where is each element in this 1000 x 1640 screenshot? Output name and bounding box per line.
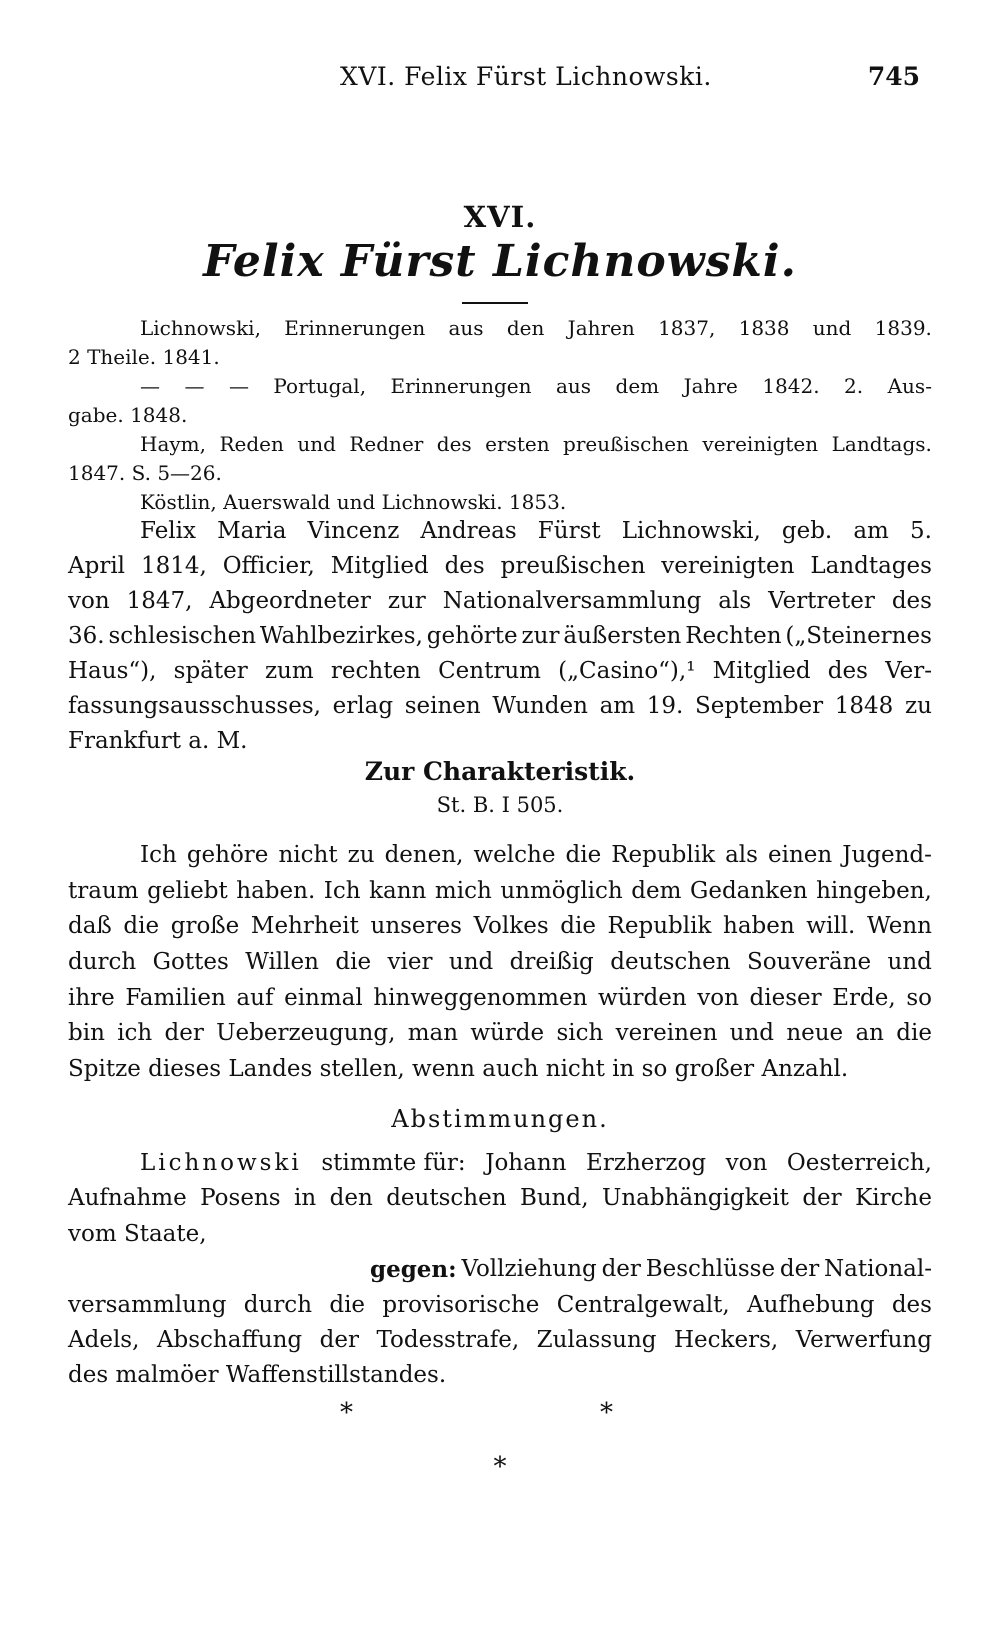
chapter-title: Felix Fürst Lichnowski. [203, 236, 797, 287]
word: an [855, 1020, 884, 1047]
word: gehörte [426, 623, 518, 649]
word: dieser [749, 984, 822, 1011]
word: Ver- [885, 658, 932, 684]
page-number: 745 [867, 62, 920, 91]
word: Wenn [866, 913, 932, 940]
quote [68, 838, 932, 1088]
separator-star-left: * [340, 1398, 353, 1428]
word: geb. [781, 518, 833, 544]
bibliography [68, 314, 932, 517]
word: und [729, 1020, 775, 1047]
word: Erde, [832, 984, 896, 1011]
word: Abschaffung [156, 1326, 303, 1353]
votes-heading: Abstimmungen. [391, 1105, 609, 1133]
word: Posens [200, 1185, 281, 1212]
word: Jahren [567, 316, 635, 340]
word: Jugend- [842, 842, 932, 868]
word: würden [598, 984, 687, 1011]
word: Nationalversammlung [442, 588, 702, 614]
word: Reden [219, 432, 284, 456]
separator-star-right: * [600, 1398, 613, 1428]
word: des [444, 553, 485, 579]
word: Vincenz [307, 518, 400, 544]
votes-for-label: stimmte für: [321, 1150, 466, 1176]
word: Vertreter [768, 588, 875, 614]
word: 2. [844, 374, 864, 398]
word: Volkes [473, 913, 549, 940]
word: von [68, 588, 110, 614]
bib-line [68, 430, 932, 459]
bib-line: gabe. 1848. [68, 403, 188, 427]
word: auf [236, 984, 274, 1011]
word: seinen [404, 693, 481, 719]
word: 19. [646, 693, 684, 719]
word: in [294, 1185, 317, 1212]
word: so [906, 984, 932, 1011]
word: Jahre [683, 374, 738, 398]
word: zur [387, 588, 426, 614]
word: vier [387, 949, 433, 976]
bio-line [68, 584, 932, 619]
biography [68, 514, 932, 759]
word: Centrum [438, 658, 541, 684]
word: die [896, 1020, 932, 1047]
bib-line [68, 314, 932, 343]
word: aus [448, 316, 484, 340]
word: welche [473, 842, 556, 868]
votes-line [68, 1181, 932, 1216]
word: 1838 [738, 316, 790, 340]
word: ihre [68, 984, 115, 1011]
bio-line [68, 689, 932, 724]
word: Maria [217, 518, 287, 544]
word: die [123, 913, 160, 940]
word: schlesischen [108, 623, 257, 649]
title-rule [462, 302, 528, 304]
word: des [827, 658, 868, 684]
word: durch [243, 1291, 313, 1318]
word: die [560, 913, 596, 940]
word: deutschen [610, 949, 731, 976]
word: Officier, [222, 553, 315, 579]
word: man [407, 1020, 459, 1047]
word: Kirche [855, 1185, 932, 1212]
word: Adels, [68, 1326, 140, 1353]
word: die [329, 1291, 366, 1318]
word: vereinigten [661, 553, 795, 579]
word: des [891, 588, 932, 614]
votes-for-line [68, 1146, 932, 1181]
bio-line [68, 514, 932, 549]
word: und [297, 432, 336, 456]
quote-line [68, 838, 932, 874]
word: als [725, 842, 758, 868]
word: provisorische [382, 1291, 540, 1318]
word: („Casino“),¹ [558, 658, 696, 684]
word: Oesterreich, [786, 1150, 932, 1176]
word: Ueberzeugung, [216, 1020, 396, 1047]
word: aus [556, 374, 592, 398]
word: 1814, [140, 553, 207, 579]
word: Haus“), [68, 658, 157, 684]
word: des [436, 432, 472, 456]
word: Erinnerungen [284, 316, 426, 340]
word: gehöre [186, 842, 269, 868]
word: der [802, 1185, 842, 1212]
word: Souveräne [746, 949, 872, 976]
section-separator [0, 1398, 1000, 1428]
word: Felix [140, 518, 196, 544]
word: Mitglied [330, 553, 429, 579]
quote-line [68, 1016, 932, 1052]
quote-line [68, 909, 932, 945]
word: Haym, [140, 432, 206, 456]
quote-line: Spitze dieses Landes stellen, wenn auch nicht in so großer Anzahl. [68, 1056, 849, 1083]
word: rechten [330, 658, 421, 684]
votes-line: vom Staate, [68, 1220, 207, 1247]
word: Erzherzog [586, 1150, 707, 1176]
word: Lichnowski, [140, 316, 261, 340]
word: Landtages [810, 553, 932, 579]
quote-line [68, 981, 932, 1017]
running-head-title: XVI. Felix Fürst Lichnowski. [340, 62, 712, 91]
word: Mitglied [712, 658, 811, 684]
word: von [725, 1150, 768, 1176]
votes-line: des malmöer Waffenstillstandes. [68, 1362, 447, 1389]
word: den [329, 1185, 373, 1212]
word: und [448, 949, 494, 976]
word: am [599, 693, 636, 719]
word: der [319, 1326, 359, 1353]
word: ich [117, 1020, 153, 1047]
word: hinweggenommen [373, 984, 588, 1011]
separator-star-bottom: * [493, 1452, 507, 1482]
bio-line [68, 654, 932, 689]
word: Mehrheit [250, 913, 359, 940]
word: ersten [485, 432, 550, 456]
bio-line [68, 619, 932, 654]
word: Todesstrafe, [376, 1326, 520, 1353]
word: April [68, 553, 126, 579]
quote-line [68, 874, 932, 910]
word: würde [470, 1020, 545, 1047]
word: neue [786, 1020, 844, 1047]
word: unmöglich [500, 877, 623, 904]
word: traum [68, 877, 139, 904]
word: Johann [485, 1150, 567, 1176]
word: („Steinernes [785, 623, 932, 649]
word: Bund, [519, 1185, 589, 1212]
word: dem [631, 877, 682, 904]
word: Aus- [887, 374, 932, 398]
word: will. [806, 913, 856, 940]
votes [68, 1146, 932, 1394]
votes-against-line [68, 1252, 932, 1287]
word: Zulassung [536, 1326, 657, 1353]
word: fassungsausschusses, [68, 693, 321, 719]
word: versammlung [68, 1291, 227, 1318]
word: Lichnowski, [621, 518, 761, 544]
word: als [718, 588, 752, 614]
word: von [697, 984, 739, 1011]
word: dem [615, 374, 660, 398]
word: zu [905, 693, 932, 719]
bib-line [68, 372, 932, 401]
word: des [891, 1291, 932, 1318]
word: Gottes [152, 949, 229, 976]
word: dreißig [509, 949, 594, 976]
word: Unabhängigkeit [601, 1185, 789, 1212]
word: Ich [140, 842, 177, 868]
word: Familien [125, 984, 226, 1011]
word: große [170, 913, 240, 940]
word: Gedanken [689, 877, 808, 904]
word: und [812, 316, 852, 340]
word: Vollziehung [461, 1256, 597, 1283]
word: geliebt [147, 877, 228, 904]
word: Aufhebung [747, 1291, 875, 1318]
word: — [184, 374, 205, 398]
word: Ich [323, 877, 361, 904]
word: mich [434, 877, 492, 904]
word: 1837, [658, 316, 716, 340]
word: Aufnahme [68, 1185, 187, 1212]
word: zu [347, 842, 375, 868]
word: daß [68, 913, 112, 940]
word: erlag [332, 693, 394, 719]
bio-line: Frankfurt a. M. [68, 728, 248, 754]
word: der [164, 1020, 204, 1047]
word: den [506, 316, 545, 340]
quote-line [68, 945, 932, 981]
word: 36. [68, 623, 105, 649]
chapter-number: XVI. [463, 200, 537, 234]
word: Fürst [537, 518, 601, 544]
word: Andreas [420, 518, 517, 544]
word: — [140, 374, 160, 398]
word: haben. [236, 877, 316, 904]
word: unseres [370, 913, 462, 940]
bib-line: 1847. S. 5—26. [68, 461, 222, 485]
word: nicht [278, 842, 338, 868]
word: Willen [245, 949, 319, 976]
running-head [70, 62, 930, 102]
word: zur [521, 623, 560, 649]
word: zum [264, 658, 314, 684]
word: vereinigten [702, 432, 819, 456]
word: am [853, 518, 889, 544]
word: Redner [349, 432, 424, 456]
word: National- [824, 1256, 932, 1283]
bib-line: Köstlin, Auerswald und Lichnowski. 1853. [140, 490, 567, 514]
word: Republik [607, 913, 712, 940]
section-heading: Zur Charakteristik. [364, 757, 636, 786]
votes-against-label: gegen: [370, 1256, 457, 1284]
word: sich [556, 1020, 604, 1047]
word: 1842. [762, 374, 820, 398]
word: der [779, 1256, 820, 1283]
word: Rechten [685, 623, 782, 649]
voter-name: Lichnowski [140, 1150, 302, 1176]
bio-line [68, 549, 932, 584]
word: haben [723, 913, 795, 940]
word: Abgeordneter [209, 588, 371, 614]
word: kann [369, 877, 427, 904]
word: 1847, [126, 588, 193, 614]
bib-line: 2 Theile. 1841. [68, 345, 220, 369]
word: später [173, 658, 248, 684]
word: deutschen [386, 1185, 507, 1212]
word: Republik [611, 842, 716, 868]
word: einen [768, 842, 833, 868]
word: September [695, 693, 824, 719]
word: und [887, 949, 932, 976]
word: Wunden [492, 693, 588, 719]
word: 1848 [834, 693, 894, 719]
word: Portugal, [273, 374, 367, 398]
word: Heckers, [673, 1326, 779, 1353]
word: der [601, 1256, 641, 1283]
word: vereinen [615, 1020, 718, 1047]
votes-line [68, 1323, 932, 1358]
word: — [228, 374, 249, 398]
word: Wahlbezirkes, [259, 623, 423, 649]
votes-line [68, 1288, 932, 1323]
word: denen, [384, 842, 464, 868]
source-reference: St. B. I 505. [436, 793, 564, 817]
word: die [335, 949, 372, 976]
word: preußischen [500, 553, 646, 579]
word: hingeben, [816, 877, 932, 904]
word: 1839. [874, 316, 932, 340]
word: die [565, 842, 602, 868]
word: Beschlüsse [645, 1256, 776, 1283]
word: Verwerfung [795, 1326, 932, 1353]
word: einmal [284, 984, 363, 1011]
word: Erinnerungen [390, 374, 532, 398]
word: bin [68, 1020, 105, 1047]
word: äußersten [563, 623, 682, 649]
word: preußischen [563, 432, 689, 456]
word: Landtags. [831, 432, 932, 456]
word: Centralgewalt, [556, 1291, 730, 1318]
word: durch [68, 949, 137, 976]
word: 5. [909, 518, 932, 544]
